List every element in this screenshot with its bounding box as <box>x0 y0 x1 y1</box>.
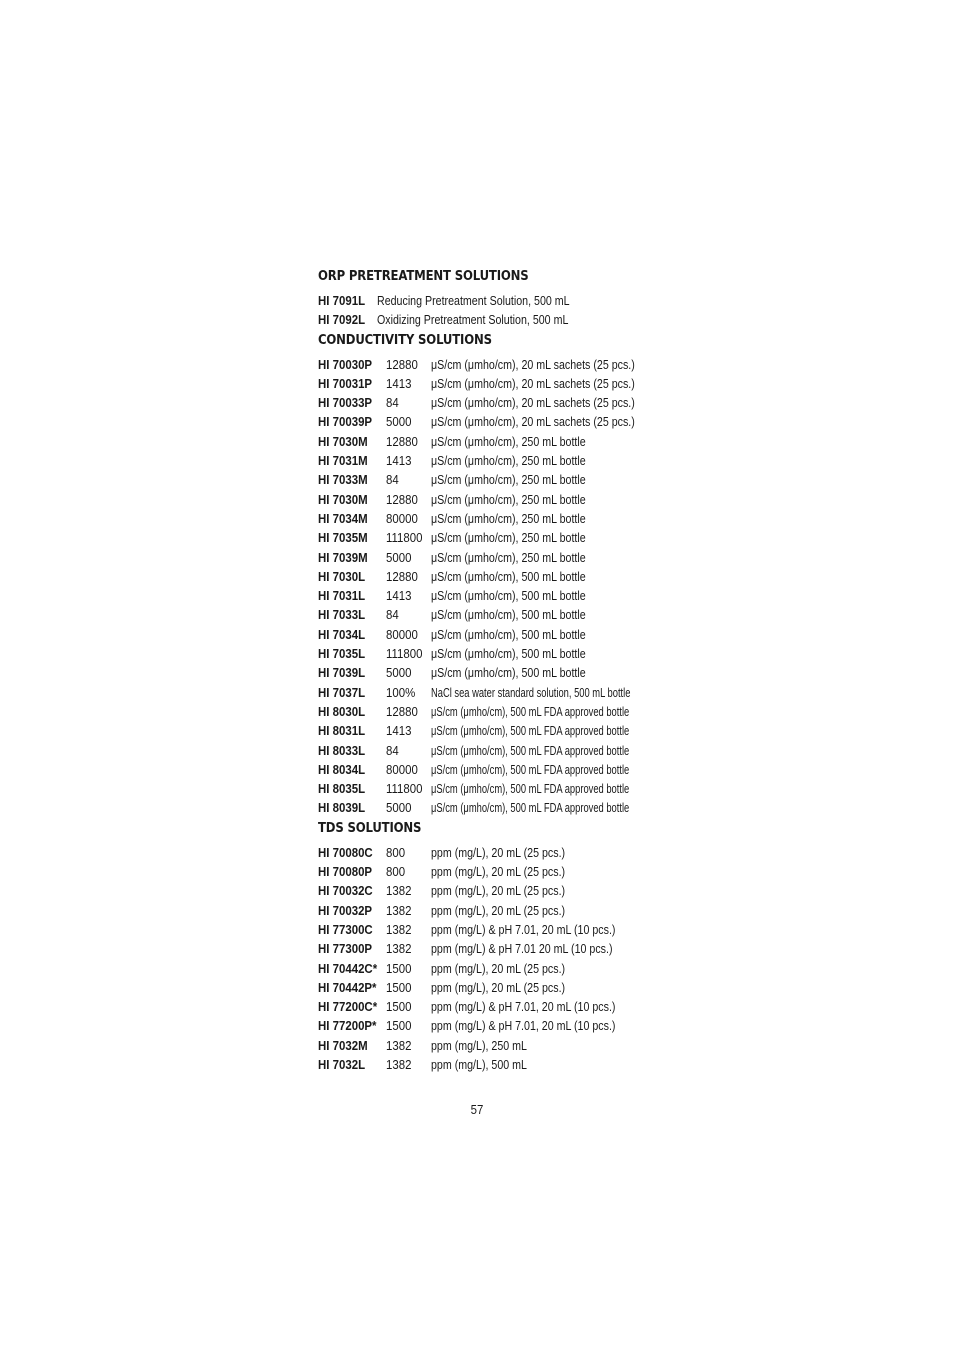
product-description: ppm (mg/L), 20 mL (25 pcs.) <box>431 979 566 995</box>
product-code: HI 7032M <box>318 1037 368 1053</box>
product-code: HI 77200P* <box>318 1018 377 1034</box>
product-code: HI 7035M <box>318 530 368 546</box>
section-heading-tds: TDS SOLUTIONS <box>318 820 422 836</box>
product-code: HI 70032P <box>318 902 373 918</box>
product-description: μS/cm (μmho/cm), 500 mL bottle <box>431 588 586 604</box>
product-code: HI 7092L <box>318 312 366 328</box>
product-value: 111800 <box>386 781 423 797</box>
list-item <box>318 920 658 939</box>
product-code: HI 70442C* <box>318 960 378 976</box>
product-description: ppm (mg/L), 20 mL (25 pcs.) <box>431 902 566 918</box>
product-value: 1500 <box>386 979 412 995</box>
product-value: 1500 <box>386 999 412 1015</box>
list-item <box>318 644 658 663</box>
list-item <box>318 291 658 310</box>
product-value: 1382 <box>386 902 412 918</box>
product-code: HI 77200C* <box>318 999 378 1015</box>
product-description: Oxidizing Pretreatment Solution, 500 mL <box>377 312 569 328</box>
product-value: 12880 <box>386 703 418 719</box>
product-value: 5000 <box>386 800 412 816</box>
section-heading-conductivity: CONDUCTIVITY SOLUTIONS <box>318 332 492 348</box>
list-item <box>318 412 658 431</box>
product-value: 12880 <box>386 433 418 449</box>
product-code: HI 7035L <box>318 646 366 662</box>
product-value: 1382 <box>386 921 412 937</box>
product-description: μS/cm (μmho/cm), 250 mL bottle <box>431 510 586 526</box>
product-description: NaCl sea water standard solution, 500 mL bottle <box>431 684 631 700</box>
product-value: 1413 <box>386 588 412 604</box>
product-description: ppm (mg/L), 20 mL (25 pcs.) <box>431 960 566 976</box>
product-description: μS/cm (μmho/cm), 500 mL FDA approved bottle <box>431 703 630 719</box>
product-value: 100% <box>386 684 416 700</box>
list-item <box>318 310 658 329</box>
list-item <box>318 393 658 412</box>
product-value: 1382 <box>386 1037 412 1053</box>
list-item <box>318 959 658 978</box>
product-code: HI 77300C <box>318 921 373 937</box>
product-code: HI 8033L <box>318 742 366 758</box>
product-code: HI 77300P <box>318 941 373 957</box>
product-code: HI 7031M <box>318 453 368 469</box>
list-item <box>318 798 658 817</box>
list-item <box>318 586 658 605</box>
list-item <box>318 939 658 958</box>
product-description: ppm (mg/L) & pH 7.01, 20 mL (10 pcs.) <box>431 921 616 937</box>
product-value: 1382 <box>386 883 412 899</box>
product-description: μS/cm (μmho/cm), 500 mL bottle <box>431 646 586 662</box>
list-item <box>318 760 658 779</box>
list-item <box>318 374 658 393</box>
product-description: ppm (mg/L) & pH 7.01, 20 mL (10 pcs.) <box>431 1018 616 1034</box>
product-code: HI 7033L <box>318 607 366 623</box>
product-code: HI 70080P <box>318 864 373 880</box>
product-code: HI 7037L <box>318 684 366 700</box>
product-description: μS/cm (μmho/cm), 500 mL FDA approved bottle <box>431 723 630 739</box>
product-value: 1413 <box>386 375 412 391</box>
list-item <box>318 741 658 760</box>
product-description: μS/cm (μmho/cm), 250 mL bottle <box>431 453 586 469</box>
product-code: HI 70039P <box>318 414 373 430</box>
list-item <box>318 1016 658 1035</box>
product-value: 111800 <box>386 530 423 546</box>
product-code: HI 70033P <box>318 395 373 411</box>
product-value: 1413 <box>386 453 412 469</box>
product-value: 111800 <box>386 646 423 662</box>
product-description: μS/cm (μmho/cm), 500 mL bottle <box>431 626 586 642</box>
product-description: ppm (mg/L), 500 mL <box>431 1056 527 1072</box>
product-code: HI 7031L <box>318 588 366 604</box>
product-value: 1413 <box>386 723 412 739</box>
list-item <box>318 451 658 470</box>
product-code: HI 8035L <box>318 781 366 797</box>
orp-list <box>318 291 658 330</box>
list-item <box>318 1036 658 1055</box>
list-item <box>318 779 658 798</box>
product-code: HI 7039M <box>318 549 368 565</box>
list-item <box>318 843 658 862</box>
product-description: μS/cm (μmho/cm), 250 mL bottle <box>431 472 586 488</box>
product-description: ppm (mg/L), 20 mL (25 pcs.) <box>431 864 566 880</box>
list-item <box>318 625 658 644</box>
list-item <box>318 997 658 1016</box>
product-description: ppm (mg/L), 250 mL <box>431 1037 527 1053</box>
list-item <box>318 509 658 528</box>
list-item <box>318 490 658 509</box>
list-item <box>318 355 658 374</box>
list-item <box>318 978 658 997</box>
product-code: HI 7032L <box>318 1056 366 1072</box>
product-description: μS/cm (μmho/cm), 250 mL bottle <box>431 433 586 449</box>
list-item <box>318 702 658 721</box>
product-code: HI 70442P* <box>318 979 377 995</box>
product-description: μS/cm (μmho/cm), 500 mL bottle <box>431 568 586 584</box>
product-value: 12880 <box>386 568 418 584</box>
page-content <box>318 266 658 1074</box>
product-description: μS/cm (μmho/cm), 20 mL sachets (25 pcs.) <box>431 375 635 391</box>
product-code: HI 7034M <box>318 510 368 526</box>
product-code: HI 70032C <box>318 883 373 899</box>
product-description: μS/cm (μmho/cm), 500 mL FDA approved bottle <box>431 742 630 758</box>
product-value: 800 <box>386 864 406 880</box>
list-item <box>318 470 658 489</box>
product-description: μS/cm (μmho/cm), 250 mL bottle <box>431 530 586 546</box>
list-item <box>318 548 658 567</box>
list-item <box>318 881 658 900</box>
product-code: HI 7091L <box>318 293 366 308</box>
product-description: μS/cm (μmho/cm), 20 mL sachets (25 pcs.) <box>431 414 635 430</box>
product-description: μS/cm (μmho/cm), 500 mL FDA approved bottle <box>431 800 630 816</box>
product-description: μS/cm (μmho/cm), 500 mL FDA approved bottle <box>431 781 630 797</box>
list-item <box>318 1055 658 1074</box>
product-value: 84 <box>386 742 399 758</box>
product-value: 1382 <box>386 1056 412 1072</box>
product-code: HI 8030L <box>318 703 366 719</box>
product-code: HI 7039L <box>318 665 366 681</box>
product-code: HI 8039L <box>318 800 366 816</box>
product-description: μS/cm (μmho/cm), 250 mL bottle <box>431 549 586 565</box>
product-value: 84 <box>386 395 399 411</box>
product-code: HI 7034L <box>318 626 366 642</box>
page-number: 57 <box>470 1102 484 1117</box>
product-value: 80000 <box>386 510 418 526</box>
conductivity-list <box>318 355 658 818</box>
list-item <box>318 721 658 740</box>
section-heading-orp: ORP PRETREATMENT SOLUTIONS <box>318 269 529 284</box>
product-code: HI 70030P <box>318 356 373 372</box>
list-item <box>318 605 658 624</box>
list-item <box>318 683 658 702</box>
product-value: 5000 <box>386 665 412 681</box>
product-description: μS/cm (μmho/cm), 500 mL bottle <box>431 607 586 623</box>
product-value: 800 <box>386 844 406 860</box>
product-description: ppm (mg/L) & pH 7.01, 20 mL (10 pcs.) <box>431 999 616 1015</box>
product-code: HI 70080C <box>318 844 373 860</box>
product-code: HI 8034L <box>318 761 366 777</box>
product-description: Reducing Pretreatment Solution, 500 mL <box>377 293 570 308</box>
product-value: 1382 <box>386 941 412 957</box>
product-description: ppm (mg/L), 20 mL (25 pcs.) <box>431 883 566 899</box>
product-code: HI 8031L <box>318 723 366 739</box>
list-item <box>318 663 658 682</box>
product-value: 1500 <box>386 1018 412 1034</box>
list-item <box>318 862 658 881</box>
product-value: 5000 <box>386 549 412 565</box>
product-description: ppm (mg/L), 20 mL (25 pcs.) <box>431 844 566 860</box>
product-value: 12880 <box>386 491 418 507</box>
product-value: 84 <box>386 472 399 488</box>
product-code: HI 7030L <box>318 568 366 584</box>
product-value: 80000 <box>386 626 418 642</box>
list-item <box>318 901 658 920</box>
list-item <box>318 528 658 547</box>
list-item <box>318 432 658 451</box>
product-description: μS/cm (μmho/cm), 500 mL FDA approved bottle <box>431 761 630 777</box>
product-description: μS/cm (μmho/cm), 20 mL sachets (25 pcs.) <box>431 395 635 411</box>
product-value: 84 <box>386 607 399 623</box>
product-code: HI 7030M <box>318 433 368 449</box>
product-description: μS/cm (μmho/cm), 250 mL bottle <box>431 491 586 507</box>
list-item <box>318 567 658 586</box>
product-description: μS/cm (μmho/cm), 500 mL bottle <box>431 665 586 681</box>
tds-list <box>318 843 658 1075</box>
product-description: μS/cm (μmho/cm), 20 mL sachets (25 pcs.) <box>431 356 635 372</box>
product-code: HI 70031P <box>318 375 373 391</box>
product-value: 5000 <box>386 414 412 430</box>
product-value: 12880 <box>386 356 418 372</box>
product-description: ppm (mg/L) & pH 7.01 20 mL (10 pcs.) <box>431 941 613 957</box>
product-code: HI 7033M <box>318 472 368 488</box>
product-code: HI 7030M <box>318 491 368 507</box>
product-value: 80000 <box>386 761 418 777</box>
product-value: 1500 <box>386 960 412 976</box>
